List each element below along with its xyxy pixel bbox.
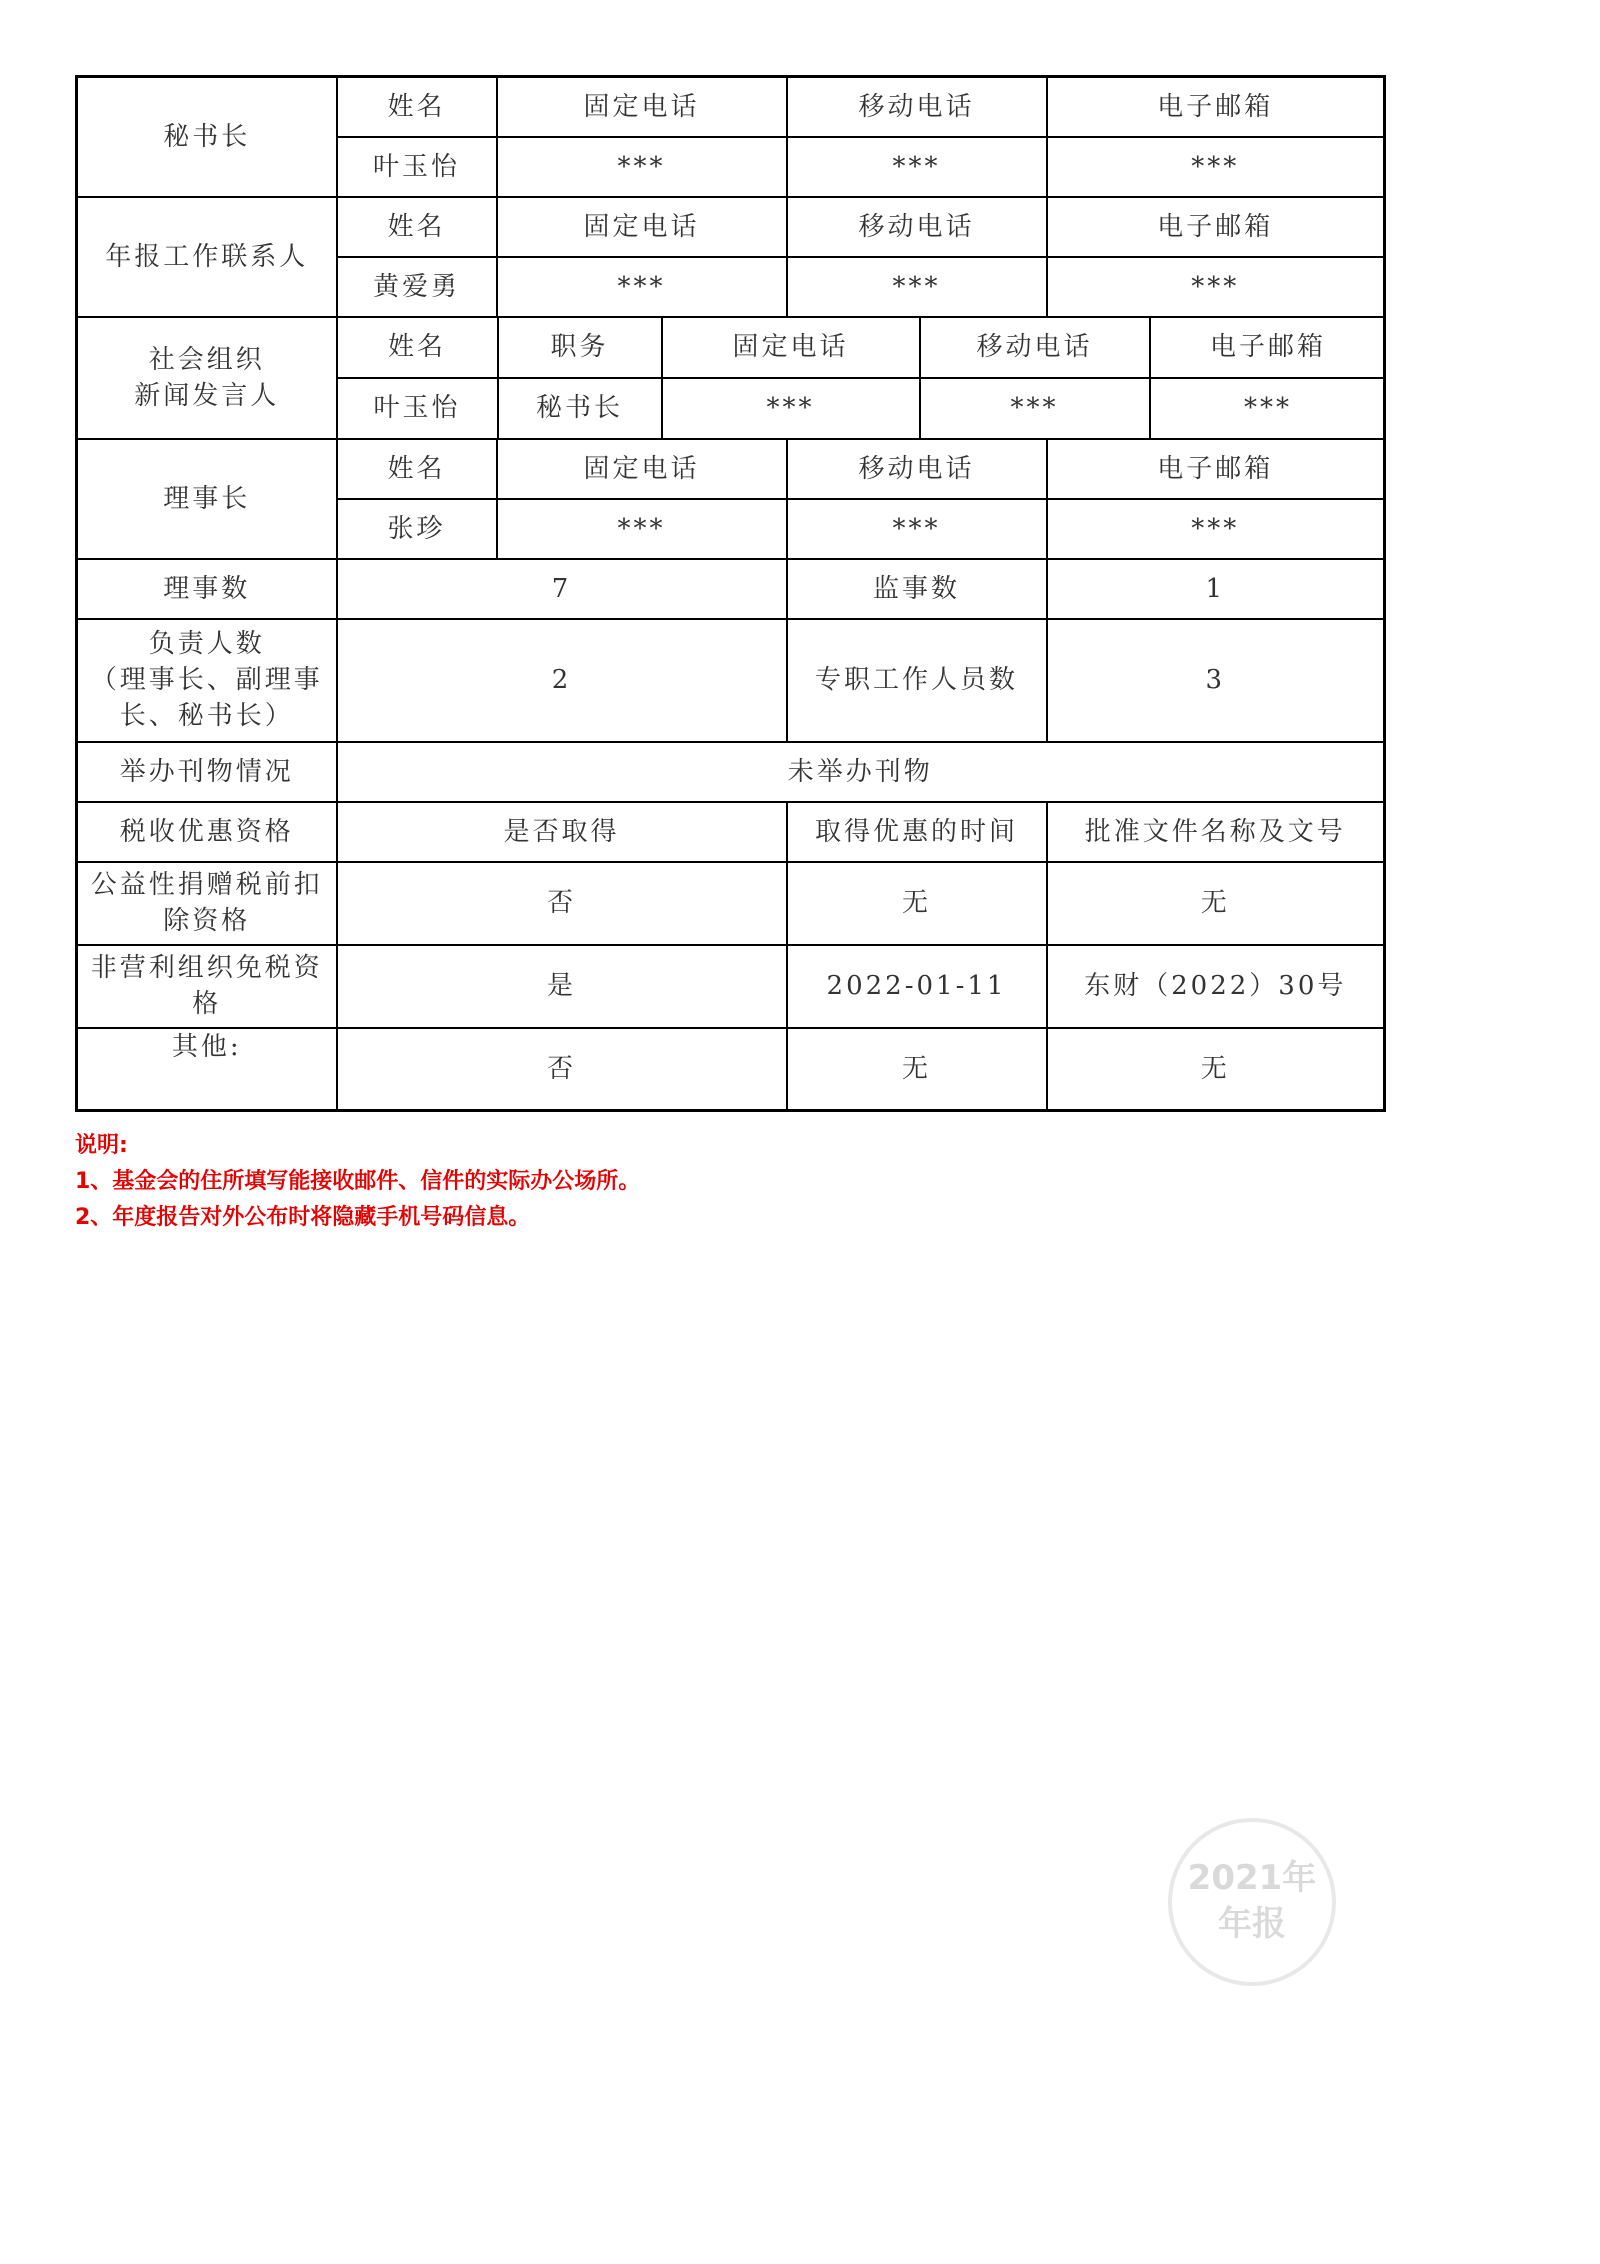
spokesperson-landline: *** <box>662 378 920 438</box>
tax-row-label-line1: 公益性捐赠税前扣 <box>90 870 323 900</box>
chairman-header-name: 姓名 <box>337 439 497 499</box>
spokesperson-title: 秘书长 <box>498 378 662 438</box>
secretary-header-name: 姓名 <box>337 77 497 137</box>
tax-row-label-line2: 除资格 <box>163 906 251 936</box>
spokesperson-grid <box>337 317 1385 439</box>
annual-report-seal <box>1168 1818 1336 1986</box>
tax-row-label <box>77 862 337 945</box>
secretary-mobile: *** <box>787 137 1047 197</box>
notes <box>75 1128 640 1236</box>
note-item: 1、基金会的住所填写能接收邮件、信件的实际办公场所。 <box>75 1169 641 1194</box>
report-contact-header-mobile: 移动电话 <box>787 197 1047 257</box>
chairman-email: *** <box>1047 499 1385 559</box>
secretary-email: *** <box>1047 137 1385 197</box>
tax-row-obtained: 否 <box>337 1028 787 1111</box>
spokesperson-label <box>77 317 337 439</box>
spokesperson-mobile: *** <box>920 378 1150 438</box>
secretary-header-landline: 固定电话 <box>497 77 787 137</box>
spokesperson-label-line1: 社会组织 <box>148 344 265 375</box>
spokesperson-header-email: 电子邮箱 <box>1150 318 1386 378</box>
report-contact-header-name: 姓名 <box>337 197 497 257</box>
report-contact-name: 黄爱勇 <box>337 257 497 317</box>
chairman-landline: *** <box>497 499 787 559</box>
chairman-header-mobile: 移动电话 <box>787 439 1047 499</box>
spokesperson-header-name: 姓名 <box>338 318 498 378</box>
secretary-name: 叶玉怡 <box>337 137 497 197</box>
notes-title: 说明: <box>75 1133 128 1158</box>
spokesperson-header-title: 职务 <box>498 318 662 378</box>
staff-label: 专职工作人员数 <box>787 619 1047 742</box>
tax-row-time: 无 <box>787 862 1047 945</box>
tax-row-label-line1: 非营利组织免税资 <box>90 953 323 983</box>
tax-row-obtained: 是 <box>337 945 787 1028</box>
report-contact-header-email: 电子邮箱 <box>1047 197 1385 257</box>
report-contact-header-landline: 固定电话 <box>497 197 787 257</box>
report-contact-label: 年报工作联系人 <box>77 197 337 317</box>
tax-header-obtained: 是否取得 <box>337 802 787 862</box>
leaders-label-line1: 负责人数 <box>148 629 265 659</box>
secretary-header-mobile: 移动电话 <box>787 77 1047 137</box>
tax-row-time: 2022-01-11 <box>787 945 1047 1028</box>
tax-row-label-line2: 格 <box>192 989 222 1019</box>
chairman-mobile: *** <box>787 499 1047 559</box>
tax-header-document: 批准文件名称及文号 <box>1047 802 1385 862</box>
tax-row-label <box>77 1028 337 1111</box>
supervisors-value: 1 <box>1047 559 1385 619</box>
tax-row-document: 东财（2022）30号 <box>1047 945 1385 1028</box>
tax-label: 税收优惠资格 <box>77 802 337 862</box>
chairman-header-email: 电子邮箱 <box>1047 439 1385 499</box>
chairman-name: 张珍 <box>337 499 497 559</box>
spokesperson-name: 叶玉怡 <box>373 393 461 423</box>
leaders-label-line2: （理事长、副理事 <box>90 665 323 695</box>
spokesperson-header-mobile: 移动电话 <box>920 318 1150 378</box>
seal-line2: 年报 <box>1218 1904 1286 1944</box>
tax-header-time: 取得优惠的时间 <box>787 802 1047 862</box>
tax-row-label-line1: 其他: <box>171 1031 242 1062</box>
note-item: 2、年度报告对外公布时将隐藏手机号码信息。 <box>75 1205 531 1230</box>
chairman-header-landline: 固定电话 <box>497 439 787 499</box>
secretary-landline: *** <box>497 137 787 197</box>
supervisors-label: 监事数 <box>787 559 1047 619</box>
tax-row-document: 无 <box>1047 862 1385 945</box>
leaders-label-line3: 长、秘书长） <box>119 701 294 731</box>
publication-value: 未举办刊物 <box>337 742 1385 802</box>
report-contact-mobile: *** <box>787 257 1047 317</box>
tax-row-document: 无 <box>1047 1028 1385 1111</box>
tax-row-obtained: 否 <box>337 862 787 945</box>
directors-label: 理事数 <box>77 559 337 619</box>
seal-line1: 2021年 <box>1187 1858 1317 1898</box>
leaders-value: 2 <box>337 619 787 742</box>
secretary-label: 秘书长 <box>77 77 337 197</box>
spokesperson-email: *** <box>1150 378 1386 438</box>
annual-report-table <box>75 75 1386 1112</box>
tax-row-label <box>77 945 337 1028</box>
spokesperson-label-line2: 新闻发言人 <box>134 380 280 411</box>
leaders-label <box>77 619 337 742</box>
staff-value: 3 <box>1047 619 1385 742</box>
directors-value: 7 <box>337 559 787 619</box>
spokesperson-header-landline: 固定电话 <box>662 318 920 378</box>
publication-label: 举办刊物情况 <box>77 742 337 802</box>
report-contact-landline: *** <box>497 257 787 317</box>
chairman-label: 理事长 <box>77 439 337 559</box>
tax-row-time: 无 <box>787 1028 1047 1111</box>
secretary-header-email: 电子邮箱 <box>1047 77 1385 137</box>
report-contact-email: *** <box>1047 257 1385 317</box>
